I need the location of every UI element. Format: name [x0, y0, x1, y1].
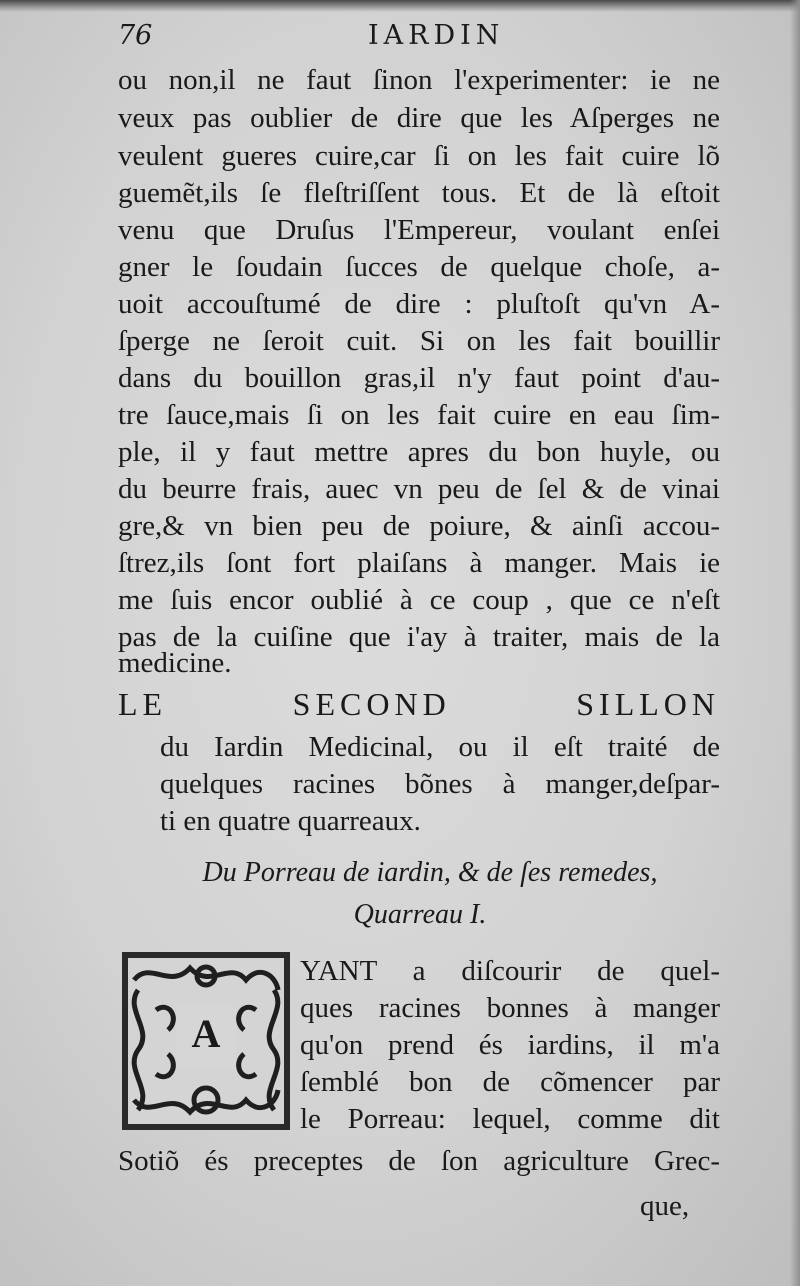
- text-line: tre ſauce,mais ſi on les fait cuire en eau ſim-: [118, 399, 720, 431]
- page-number: 76: [118, 20, 153, 51]
- text-line: venu que Druſus l'Empereur, voulant enſei: [118, 214, 720, 246]
- text-line: ſtrez,ils ſont fort plaiſans à manger. Mais ie: [118, 547, 720, 579]
- section-heading-title: LE SECOND SILLON: [118, 686, 720, 722]
- text-line: veux pas oublier de dire que les Aſperges ne: [118, 102, 720, 134]
- chapter-title: Du Porreau de iardin, & de ſes remedes,: [202, 857, 658, 888]
- running-title: IARDIN: [368, 20, 505, 51]
- text-line: uoit accouſtumé de dire : pluſtoſt qu'vn A-: [118, 288, 720, 320]
- catchword: que,: [640, 1190, 690, 1222]
- text-line: me ſuis encor oublié à ce coup , que ce n'eſt: [118, 584, 720, 616]
- text-line: qu'on prend és iardins, il m'a: [300, 1029, 720, 1061]
- text-line: dans du bouillon gras,il n'y faut point d'au-: [118, 362, 720, 394]
- initial-letter: A: [191, 1011, 221, 1056]
- text-line: pas de la cuiſine que i'ay à traiter, mais de la: [118, 621, 720, 653]
- heading-line: du Iardin Medicinal, ou il eſt traité de: [160, 731, 720, 763]
- text-line: gner le ſoudain ſucces de quelque choſe, a-: [118, 251, 720, 283]
- text-line: ques racines bonnes à manger: [300, 992, 720, 1024]
- text-line: ſperge ne ſeroit cuit. Si on les fait bouillir: [118, 325, 720, 357]
- text-line: ou non,il ne faut ſinon l'experimenter: ie ne: [118, 64, 720, 96]
- text-line: gre,& vn bien peu de poiure, & ainſi accou-: [118, 510, 720, 542]
- page-top-shadow: [0, 0, 800, 12]
- decorated-initial: [120, 950, 292, 1132]
- text-line: du beurre frais, auec vn peu de ſel & de vinai: [118, 473, 720, 505]
- heading-line: ti en quatre quarreaux.: [160, 805, 421, 837]
- text-line: veulent gueres cuire,car ſi on les fait cuire lõ: [118, 140, 720, 172]
- text-line: guemẽt,ils ſe fleſtriſſent tous. Et de là eſtoit: [118, 177, 720, 209]
- text-line: Sotiõ és preceptes de ſon agriculture Grec-: [118, 1145, 720, 1177]
- chapter-number: Quarreau I.: [353, 899, 487, 930]
- page-right-shadow: [790, 0, 800, 1286]
- page-header: [118, 20, 718, 52]
- heading-line: quelques racines bõnes à manger,deſpar-: [160, 768, 720, 800]
- text-line: medicine.: [118, 647, 232, 679]
- text-line: ſemblé bon de cõmencer par: [300, 1066, 720, 1098]
- text-line: le Porreau: lequel, comme dit: [300, 1103, 720, 1135]
- text-line: YANT a diſcourir de quel-: [300, 955, 720, 987]
- text-line: ple, il y faut mettre apres du bon huyle, ou: [118, 436, 720, 468]
